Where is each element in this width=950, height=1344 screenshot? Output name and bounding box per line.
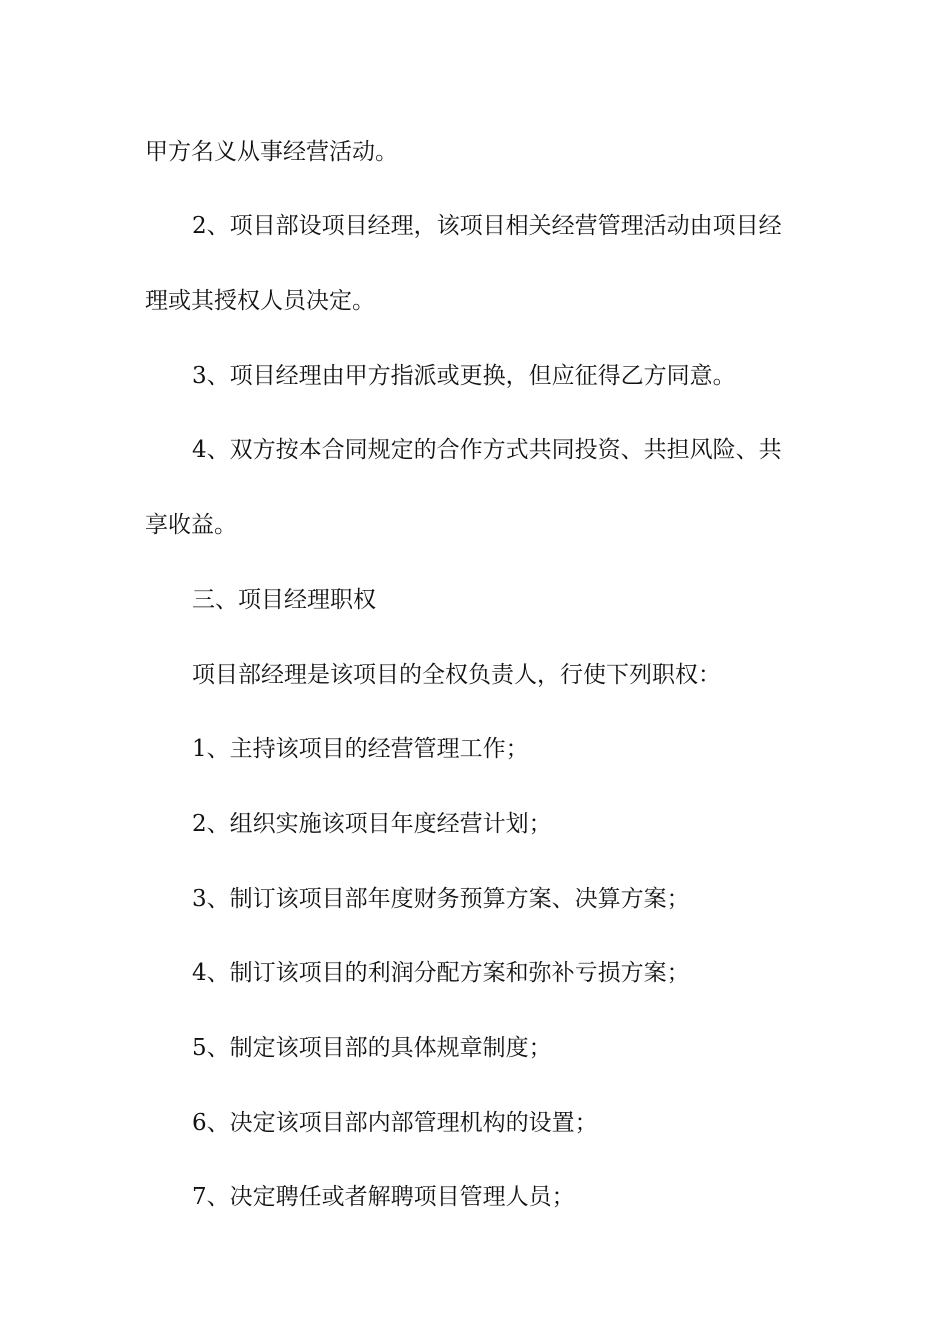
section-heading: 三、项目经理职权 (192, 587, 376, 613)
list-item: 6、决定该项目部内部管理机构的设置； (192, 1110, 598, 1136)
list-item: 3、制订该项目部年度财务预算方案、决算方案； (192, 886, 690, 912)
list-item: 1、主持该项目的经营管理工作； (192, 736, 529, 762)
list-item: 7、决定聘任或者解聘项目管理人员； (192, 1184, 575, 1210)
list-item: 5、制定该项目部的具体规章制度； (192, 1035, 552, 1061)
paragraph-line: 甲方名义从事经营活动。 (145, 139, 398, 165)
paragraph-line: 理或其授权人员决定。 (145, 288, 375, 314)
paragraph-line: 2、项目部设项目经理，该项目相关经营管理活动由项目经 (192, 213, 782, 239)
paragraph-line: 3、项目经理由甲方指派或更换，但应征得乙方同意。 (192, 363, 736, 389)
paragraph-line: 享收益。 (145, 512, 237, 538)
list-item: 4、制订该项目的利润分配方案和弥补亏损方案； (192, 960, 690, 986)
paragraph-line: 项目部经理是该项目的全权负责人，行使下列职权： (192, 662, 721, 688)
paragraph-line: 4、双方按本合同规定的合作方式共同投资、共担风险、共 (192, 437, 782, 463)
list-item: 2、组织实施该项目年度经营计划； (192, 811, 552, 837)
